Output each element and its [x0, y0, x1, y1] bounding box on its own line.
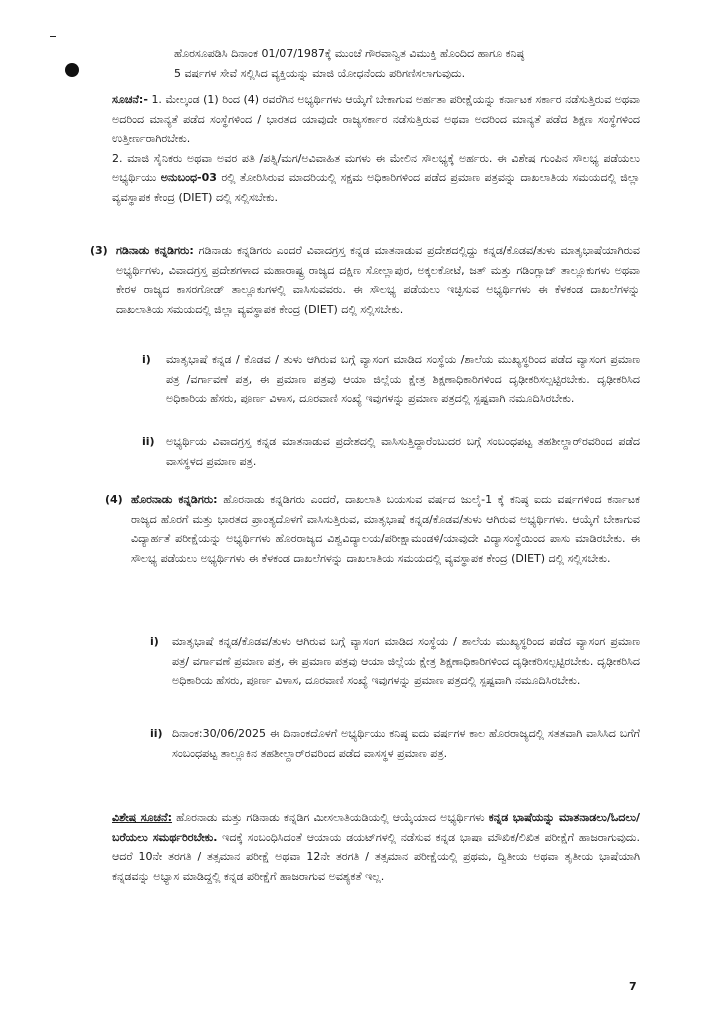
section-4-item-1: ಮಾತೃಭಾಷೆ ಕನ್ನಡ/ಕೊಡವ/ತುಳು ಆಗಿರುವ ಬಗ್ಗೆ ವ್ಯಾಸಂಗ ಮಾಡಿದ ಸಂಸ್ಥೆಯ / ಶಾಲೆಯ ಮುಖ್ಯಸ್ಥರಿಂದ ಪಡೆದ ವ್ಯಾಸಂಗ ಪ್ರಮಾಣ ಪತ್ರ/ ವರ್ಗಾವಣೆ ಪ್ರಮಾಣ ಪತ್ರ, ಈ ಪ್ರಮಾಣ ಪತ್ರವು ಆಯಾ ಜಿಲ್ಲೆಯ ಕ್ಷೇತ್ರ ಶಿಕ್ಷಣಾಧಿಕಾರಿಗಳಿಂದ ದೃಢೀಕರಿಸಲ್ಪಟ್ಟಿರಬೇಕು. ದೃಢೀಕರಿಸಿದ ಅಧಿಕಾರಿಯ ಹೆಸರು, ಪೂರ್ಣ ವಿಳಾಸ, ದೂರವಾಣಿ ಸಂಖ್ಯೆ ಇವುಗಳನ್ನು ಪ್ರಮಾಣ ಪತ್ರದಲ್ಲಿ ಸ್ಪಷ್ಟವಾಗಿ ನಮೂದಿಸಿರಬೇಕು. [172, 635, 640, 687]
note-paragraph [112, 90, 640, 207]
punch-hole [65, 63, 79, 77]
special-note-text-b: ಇದಕ್ಕೆ ಸಂಬಂಧಿಸಿದಂತೆ ಆಯಾಯ ಡಯಟ್‌ಗಳಲ್ಲಿ ನಡೆಸುವ ಕನ್ನಡ ಭಾಷಾ ಮೌಖಿಕ/ಲಿಖಿತ ಪರೀಕ್ಷೆಗೆ ಹಾಜರಾಗುವುದು. ಆದರೆ 10ನೇ ತರಗತಿ / ತತ್ಸಮಾನ ಪರೀಕ್ಷೆ ಅಥವಾ 12ನೇ ತರಗತಿ / ತತ್ಸಮಾನ ಪರೀಕ್ಷೆಯಲ್ಲಿ ಪ್ರಥಮ, ದ್ವಿತೀಯ ಅಥವಾ ತೃತೀಯ ಭಾಷೆಯಾಗಿ ಕನ್ನಡವನ್ನು ಅಭ್ಯಾಸ ಮಾಡಿದ್ದಲ್ಲಿ ಕನ್ನಡ ಪರೀಕ್ಷೆಗೆ ಹಾಜರಾಗುವ ಅವಶ್ಯಕತೆ ಇಲ್ಲ. [112, 830, 640, 883]
section-4-item-2: ದಿನಾಂಕ:30/06/2025 ಈ ದಿನಾಂಕದೊಳಗೆ ಅಭ್ಯರ್ಥಿಯು ಕನಿಷ್ಠ ಐದು ವರ್ಷಗಳ ಕಾಲ ಹೊರರಾಜ್ಯದಲ್ಲಿ ಸತತವಾಗಿ ವಾಸಿಸಿದ ಬಗೆಗೆ ಸಂಬಂಧಪಟ್ಟ ತಾಲ್ಲೂಕಿನ ತಹಶೀಲ್ದಾರ್‌ರವರಿಂದ ಪಡೆದ ವಾಸಸ್ಥಳ ಪ್ರಮಾಣ ಪತ್ರ. [172, 727, 640, 760]
special-note-label: ವಿಶೇಷ ಸೂಚನೆ: [112, 811, 172, 824]
section-4-item-1-number: i) [150, 635, 159, 648]
section-4-title: ಹೊರನಾಡು ಕನ್ನಡಿಗರು: [131, 493, 218, 506]
note-text-1: 1. ಮೇಲ್ಕಂಡ (1) ರಿಂದ (4) ರವರೆಗಿನ ಅಭ್ಯರ್ಥಿಗಳು ಆಯ್ಕೆಗೆ ಬೇಕಾಗುವ ಅರ್ಹತಾ ಪರೀಕ್ಷೆಯನ್ನು ಕರ್ನಾಟಕ ಸರ್ಕಾರ ನಡೆಸುತ್ತಿರುವ ಅಥವಾ ಅದರಿಂದ ಮಾನ್ಯತೆ ಪಡೆದ ಸಂಸ್ಥೆಗಳಿಂದ / ಭಾರತದ ಯಾವುದೇ ರಾಜ್ಯಸರ್ಕಾರ ನಡೆಸುತ್ತಿರುವ ಅಥವಾ ಅದರಿಂದ ಮಾನ್ಯತೆ ಪಡೆದ ಶಿಕ್ಷಣ ಸಂಸ್ಥೆಗಳಿಂದ ಉತ್ತೀರ್ಣರಾಗಿರಬೇಕು. [112, 93, 641, 145]
special-note-text-a: ಹೊರನಾಡು ಮತ್ತು ಗಡಿನಾಡು ಕನ್ನಡಿಗ ಮೀಸಲಾತಿಯಡಿಯಲ್ಲಿ ಆಯ್ಕೆಯಾದ ಅಭ್ಯರ್ಥಿಗಳು [171, 811, 489, 824]
section-4-paragraph [131, 490, 640, 568]
note-text-2c: ರಲ್ಲಿ ತೋರಿಸಿರುವ ಮಾದರಿಯಲ್ಲಿ ಸಕ್ಷಮ ಅಧಿಕಾರಿಗಳಿಂದ ಪಡೆದ ಪ್ರಮಾಣ ಪತ್ರವನ್ನು ದಾಖಲಾತಿಯ ಸಮಯದಲ್ಲಿ ಜಿಲ್ಲಾ ವ್ಯವಸ್ಥಾಪಕ ಕೇಂದ್ರ (DIET) ದಲ್ಲಿ ಸಲ್ಲಿಸಬೇಕು. [112, 171, 641, 204]
section-3-title: ಗಡಿನಾಡು ಕನ್ನಡಿಗರು: [116, 244, 194, 257]
scan-mark [50, 36, 56, 37]
section-4-body: ಹೊರನಾಡು ಕನ್ನಡಿಗರು ಎಂದರೆ, ದಾಖಲಾತಿ ಬಯಸುವ ವರ್ಷದ ಜುಲೈ-1 ಕ್ಕೆ ಕನಿಷ್ಠ ಐದು ವರ್ಷಗಳಿಂದ ಕರ್ನಾಟಕ ರಾಜ್ಯದ ಹೊರಗೆ ಮತ್ತು ಭಾರತದ ಪ್ರಾಂತ್ಯದೊಳಗೆ ವಾಸಿಸುತ್ತಿರುವ, ಮಾತೃಭಾಷೆ ಕನ್ನಡ/ಕೊಡವ/ತುಳು ಆಗಿರುವ ಅಭ್ಯರ್ಥಿಗಳು. ಆಯ್ಕೆಗೆ ಬೇಕಾಗುವ ವಿದ್ಯಾರ್ಹತೆ ಪರೀಕ್ಷೆಯನ್ನು ಅಭ್ಯರ್ಥಿಗಳು ಹೊರರಾಜ್ಯದ ವಿಶ್ವವಿದ್ಯಾಲಯ/ಪರೀಕ್ಷಾಮಂಡಳಿ/ಯಾವುದೇ ವಿದ್ಯಾಸಂಸ್ಥೆಯಿಂದ ಪಾಸು ಮಾಡಿರಬೇಕು. ಈ ಸೌಲಭ್ಯ ಪಡೆಯಲು ಅಭ್ಯರ್ಥಿಗಳು ಈ ಕೆಳಕಂಡ ದಾಖಲೆಗಳನ್ನು ದಾಖಲಾತಿಯ ಸಮಯದಲ್ಲಿ ವ್ಯವಸ್ಥಾಪಕ ಕೇಂದ್ರ (DIET) ದಲ್ಲಿ ಸಲ್ಲಿಸಬೇಕು. [131, 493, 641, 565]
section-3-item-1-number: i) [142, 353, 151, 366]
special-note-paragraph [112, 808, 640, 886]
note-point-2 [112, 149, 640, 208]
section-4-number: (4) [105, 493, 123, 506]
intro-line-1: ಹೊರಸೂಪಡಿಸಿ ದಿನಾಂಕ 01/07/1987ಕ್ಕೆ ಮುಂಚೆ ಗೌರವಾನ್ವಿತ ವಿಮುಕ್ತಿ ಹೊಂದಿದ ಹಾಗೂ ಕನಿಷ್ಠ [174, 47, 525, 60]
section-4-item-2-number: ii) [150, 727, 163, 740]
note-text-2a: 2. ಮಾಜಿ ಸೈನಿಕರು ಅಥವಾ ಅವರ ಪತಿ /ಪತ್ನಿ/ಮಗ/ಅವಿವಾಹಿತ ಮಗಳು ಈ ಮೇಲಿನ ಸೌಲಭ್ಯಕ್ಕೆ ಅರ್ಹರು. ಈ ವಿಶೇಷ ಗುಂಪಿನ ಸೌಲಭ್ಯ ಪಡೆಯಲು ಅಭ್ಯರ್ಥಿಯು [112, 151, 640, 184]
intro-line-2: 5 ವರ್ಷಗಳ ಸೇವೆ ಸಲ್ಲಿಸಿದ ವ್ಯಕ್ತಿಯನ್ನು ಮಾಜಿ ಯೋಧನೆಂದು ಪರಿಗಣಿಸಲಾಗುವುದು. [174, 66, 466, 80]
section-3-number: (3) [90, 244, 108, 257]
note-label: ಸೂಚನೆ:- [112, 93, 148, 106]
page-number: 7 [629, 980, 637, 993]
note-point-1 [112, 90, 640, 149]
section-3-item-2-number: ii) [142, 435, 155, 448]
section-3-body: ಗಡಿನಾಡು ಕನ್ನಡಿಗರು ಎಂದರೆ ವಿವಾದಗ್ರಸ್ತ ಕನ್ನಡ ಮಾತನಾಡುವ ಪ್ರದೇಶದಲ್ಲಿದ್ದು ಕನ್ನಡ/ಕೊಡವ/ತುಳು ಮಾತೃಭಾಷೆಯಾಗಿರುವ ಅಭ್ಯರ್ಥಿಗಳು, ವಿವಾದಗ್ರಸ್ತ ಪ್ರದೇಶಗಳಾದ ಮಹಾರಾಷ್ಟ್ರ ರಾಜ್ಯದ ದಕ್ಷಿಣ ಸೋಲ್ಲಾಪುರ, ಅಕ್ಕಲಕೋಟೆ, ಜತ್ ಮತ್ತು ಗಡಿಂಗ್ಲಾಜ್ ತಾಲ್ಲೂಕುಗಳು ಅಥವಾ ಕೇರಳ ರಾಜ್ಯದ ಕಾಸರಗೋಡ್ ತಾಲ್ಲೂಕುಗಳಲ್ಲಿ ವಾಸಿಸುವವರು. ಈ ಸೌಲಭ್ಯ ಪಡೆಯಲು ಇಚ್ಛಿಸುವ ಅಭ್ಯರ್ಥಿಗಳು ಈ ಕೆಳಕಂಡ ದಾಖಲೆಗಳನ್ನು ದಾಖಲಾತಿಯ ಸಮಯದಲ್ಲಿ ಜಿಲ್ಲಾ ವ್ಯವಸ್ಥಾಪಕ ಕೇಂದ್ರ (DIET) ದಲ್ಲಿ ಸಲ್ಲಿಸಬೇಕು. [116, 244, 640, 316]
section-3-item-2: ಅಭ್ಯರ್ಥಿಯ ವಿವಾದಗ್ರಸ್ತ ಕನ್ನಡ ಮಾತನಾಡುವ ಪ್ರದೇಶದಲ್ಲಿ ವಾಸಿಸುತ್ತಿದ್ದಾರೆಂಬುದರ ಬಗ್ಗೆ ಸಂಬಂಧಪಟ್ಟ ತಹಶೀಲ್ದಾರ್‌ರವರಿಂದ ಪಡೆದ ವಾಸಸ್ಥಳದ ಪ್ರಮಾಣ ಪತ್ರ. [166, 435, 640, 468]
section-3-paragraph [116, 241, 640, 319]
intro-paragraph [174, 44, 624, 83]
annexure-ref: ಅನುಬಂಧ-03 [160, 171, 217, 184]
special-note-emphasis: ಕನ್ನಡ ಭಾಷೆಯನ್ನು ಮಾತನಾಡಲು/ಓದಲು/ಬರೆಯಲು ಸಮರ್ಥರಿರಬೇಕು. [112, 811, 640, 844]
section-3-item-1: ಮಾತೃಭಾಷೆ ಕನ್ನಡ / ಕೊಡವ / ತುಳು ಆಗಿರುವ ಬಗ್ಗೆ ವ್ಯಾಸಂಗ ಮಾಡಿದ ಸಂಸ್ಥೆಯ /ಶಾಲೆಯ ಮುಖ್ಯಸ್ಥರಿಂದ ಪಡೆದ ವ್ಯಾಸಂಗ ಪ್ರಮಾಣ ಪತ್ರ /ವರ್ಗಾವಣೆ ಪತ್ರ, ಈ ಪ್ರಮಾಣ ಪತ್ರವು ಆಯಾ ಜಿಲ್ಲೆಯ ಕ್ಷೇತ್ರ ಶಿಕ್ಷಣಾಧಿಕಾರಿಗಳಿಂದ ದೃಢೀಕರಿಸಲ್ಪಟ್ಟಿರಬೇಕು. ದೃಢೀಕರಿಸಿದ ಅಧಿಕಾರಿಯ ಹೆಸರು, ಪೂರ್ಣ ವಿಳಾಸ, ದೂರವಾಣಿ ಸಂಖ್ಯೆ ಇವುಗಳನ್ನು ಪ್ರಮಾಣ ಪತ್ರದಲ್ಲಿ ಸ್ಪಷ್ಟವಾಗಿ ನಮೂದಿಸಿರಬೇಕು. [166, 353, 640, 405]
